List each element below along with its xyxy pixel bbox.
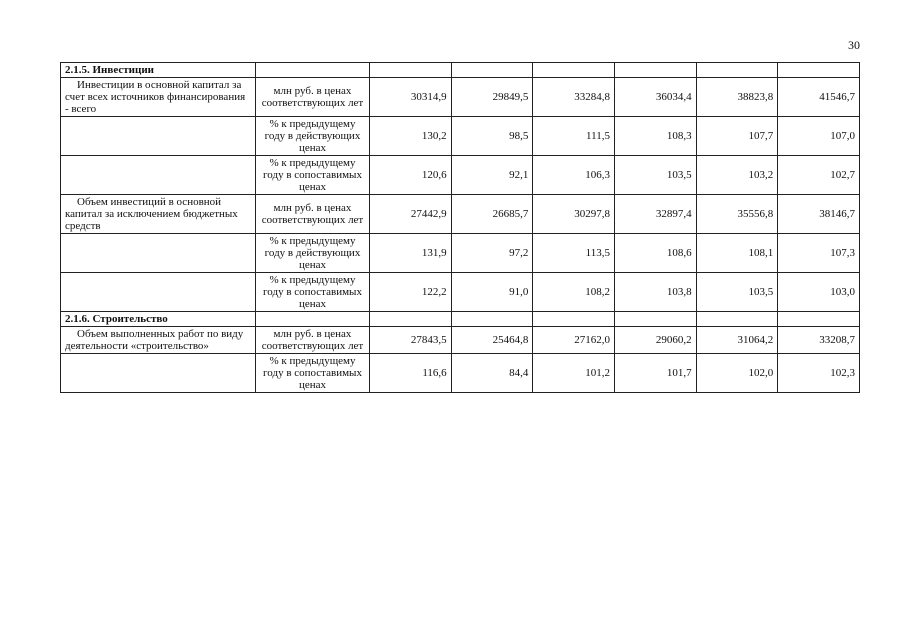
indicator-name: Объем выполненных работ по виду деятельности «строительство» [65,328,244,352]
table-row [61,273,860,312]
unit-cell: % к предыдущему году в сопоставимых ценах [256,273,370,312]
empty-cell [370,312,452,327]
page-number: 30 [848,38,860,52]
value-cell: 41546,7 [778,78,860,117]
table-row [61,195,860,234]
value-cell: 103,5 [696,273,778,312]
value-cell: 29060,2 [614,327,696,354]
value-cell: 106,3 [533,156,615,195]
empty-cell [533,312,615,327]
value-cell: 92,1 [451,156,533,195]
value-cell: 102,3 [778,354,860,393]
empty-cell [696,312,778,327]
section-title: 2.1.6. Строительство [61,312,256,327]
empty-cell [256,63,370,78]
unit-cell: % к предыдущему году в действующих ценах [256,234,370,273]
value-cell: 108,3 [614,117,696,156]
value-cell: 101,7 [614,354,696,393]
indicator-cell [61,354,256,393]
value-cell: 107,7 [696,117,778,156]
indicator-cell [61,117,256,156]
empty-cell [614,312,696,327]
unit-cell: % к предыдущему году в сопоставимых ценах [256,156,370,195]
value-cell: 103,5 [614,156,696,195]
value-cell: 30297,8 [533,195,615,234]
unit-cell: млн руб. в ценах соответствующих лет [256,78,370,117]
empty-cell [370,63,452,78]
value-cell: 107,3 [778,234,860,273]
value-cell: 107,0 [778,117,860,156]
indicator-name: Инвестиции в основной капитал за счет всех источников финансирования - всего [65,79,246,115]
value-cell: 97,2 [451,234,533,273]
indicator-cell [61,327,256,354]
value-cell: 98,5 [451,117,533,156]
value-cell: 122,2 [370,273,452,312]
value-cell: 91,0 [451,273,533,312]
value-cell: 84,4 [451,354,533,393]
value-cell: 120,6 [370,156,452,195]
empty-cell [614,63,696,78]
value-cell: 113,5 [533,234,615,273]
value-cell: 130,2 [370,117,452,156]
value-cell: 29849,5 [451,78,533,117]
section-title: 2.1.5. Инвестиции [61,63,256,78]
value-cell: 27162,0 [533,327,615,354]
value-cell: 108,2 [533,273,615,312]
indicator-cell [61,78,256,117]
value-cell: 27442,9 [370,195,452,234]
empty-cell [256,312,370,327]
value-cell: 32897,4 [614,195,696,234]
value-cell: 35556,8 [696,195,778,234]
value-cell: 108,1 [696,234,778,273]
value-cell: 27843,5 [370,327,452,354]
table-row [61,234,860,273]
empty-cell [533,63,615,78]
value-cell: 31064,2 [696,327,778,354]
value-cell: 102,7 [778,156,860,195]
value-cell: 33284,8 [533,78,615,117]
indicator-name: Объем инвестиций в основной капитал за исключением бюджетных средств [65,196,238,232]
table-row [61,327,860,354]
value-cell: 38146,7 [778,195,860,234]
unit-cell: % к предыдущему году в действующих ценах [256,117,370,156]
indicator-cell [61,273,256,312]
value-cell: 26685,7 [451,195,533,234]
indicator-cell [61,234,256,273]
empty-cell [778,63,860,78]
section-header-row [61,63,860,78]
unit-cell: % к предыдущему году в сопоставимых ценах [256,354,370,393]
value-cell: 108,6 [614,234,696,273]
section-header-row [61,312,860,327]
value-cell: 103,0 [778,273,860,312]
value-cell: 111,5 [533,117,615,156]
value-cell: 131,9 [370,234,452,273]
forecast-table [60,62,860,393]
value-cell: 116,6 [370,354,452,393]
value-cell: 38823,8 [696,78,778,117]
table-row [61,117,860,156]
value-cell: 33208,7 [778,327,860,354]
indicator-cell [61,156,256,195]
empty-cell [451,63,533,78]
indicator-cell [61,195,256,234]
value-cell: 103,8 [614,273,696,312]
value-cell: 103,2 [696,156,778,195]
table-row [61,78,860,117]
value-cell: 101,2 [533,354,615,393]
empty-cell [696,63,778,78]
table-row [61,156,860,195]
unit-cell: млн руб. в ценах соответствующих лет [256,195,370,234]
value-cell: 36034,4 [614,78,696,117]
unit-cell: млн руб. в ценах соответствующих лет [256,327,370,354]
table-row [61,354,860,393]
empty-cell [778,312,860,327]
value-cell: 25464,8 [451,327,533,354]
value-cell: 30314,9 [370,78,452,117]
value-cell: 102,0 [696,354,778,393]
empty-cell [451,312,533,327]
